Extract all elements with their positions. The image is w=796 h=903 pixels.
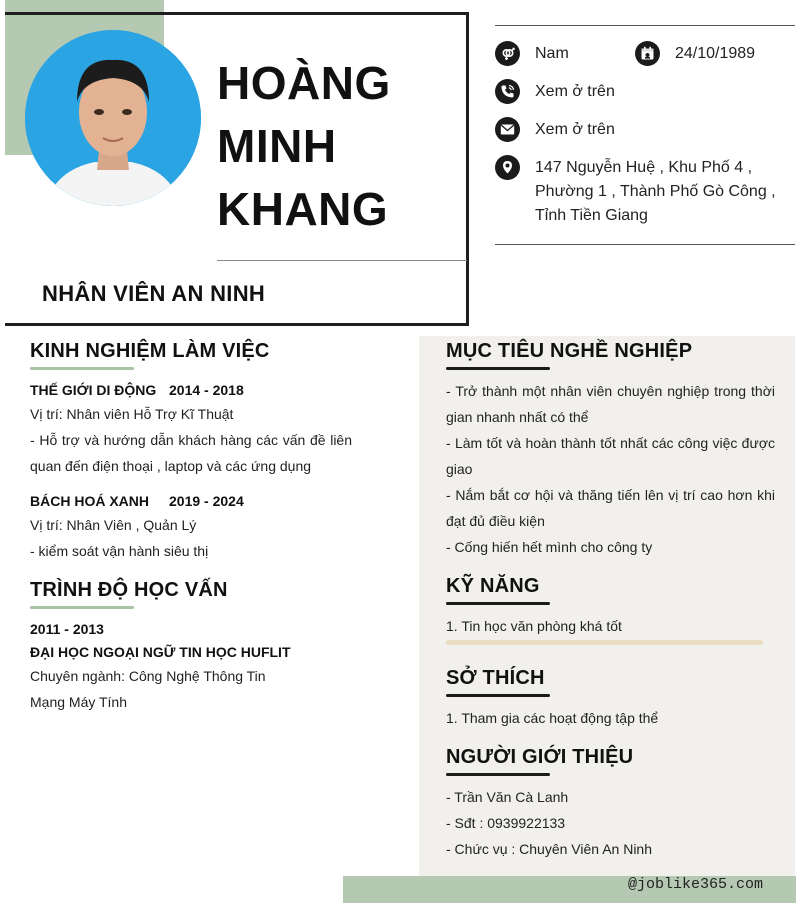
skill-level-bar <box>446 640 763 645</box>
objective-heading: MỤC TIÊU NGHỀ NGHIỆP <box>446 340 693 362</box>
calendar-icon <box>635 41 660 66</box>
job-2-position: Vị trí: Nhân Viên , Quản Lý <box>30 517 197 533</box>
hobbies-heading: SỞ THÍCH <box>446 667 545 689</box>
name-line-2: MINH <box>217 120 337 172</box>
education-heading: TRÌNH ĐỘ HỌC VẤN <box>30 579 228 601</box>
reference-item: - Sđt : 0939922133 <box>446 815 566 831</box>
experience-underline <box>30 367 134 370</box>
experience-heading: KINH NGHIỆM LÀM VIỆC <box>30 340 270 362</box>
birthdate-value: 24/10/1989 <box>675 45 756 62</box>
watermark: @joblike365.com <box>628 876 764 893</box>
objective-item: - Cống hiến hết mình cho công ty <box>446 539 653 555</box>
skills-underline <box>446 602 550 605</box>
location-icon <box>495 155 520 180</box>
job-title: NHÂN VIÊN AN NINH <box>42 281 266 306</box>
skills-heading: KỸ NĂNG <box>446 575 540 597</box>
education-underline <box>30 606 134 609</box>
education-school: ĐẠI HỌC NGOẠI NGỮ TIN HỌC HUFLIT <box>30 644 291 660</box>
reference-item: - Trần Văn Cà Lanh <box>446 789 569 805</box>
objective-item: - Nắm bắt cơ hội và thăng tiến lên vị trí cao hơn khi đạt đủ điều kiện <box>446 487 775 529</box>
education-major: Chuyên ngành: Công Nghệ Thông Tin <box>30 668 266 684</box>
email-icon <box>495 117 520 142</box>
address-value: 147 Nguyễn Huệ , Khu Phố 4 , Phường 1 , Thành Phố Gò Công , Tỉnh Tiền Giang <box>535 159 776 224</box>
job-1-period: 2014 - 2018 <box>169 382 244 398</box>
skill-item: 1. Tin học văn phòng khá tốt <box>446 618 622 634</box>
objective-underline <box>446 367 550 370</box>
name-line-1: HOÀNG <box>217 57 391 109</box>
phone-icon <box>495 79 520 104</box>
hobby-item: 1. Tham gia các hoạt động tập thể <box>446 710 659 726</box>
job-2-company: BÁCH HOÁ XANH <box>30 493 149 509</box>
objective-item: - Trở thành một nhân viên chuyên nghiệp trong thời gian nhanh nhất có thể <box>446 383 775 425</box>
gender-value: Nam <box>535 45 569 62</box>
references-underline <box>446 773 550 776</box>
hobbies-underline <box>446 694 550 697</box>
phone-value: Xem ở trên <box>535 83 615 100</box>
profile-photo <box>25 30 201 206</box>
references-heading: NGƯỜI GIỚI THIỆU <box>446 746 634 768</box>
education-period: 2011 - 2013 <box>30 621 104 637</box>
gender-icon <box>495 41 520 66</box>
job-1-position: Vị trí: Nhân viên Hỗ Trợ Kĩ Thuật <box>30 406 234 422</box>
job-1-description: - Hỗ trợ và hướng dẫn khách hàng các vấn đề liên quan đến điện thoại , laptop và các ứng dụng <box>30 432 352 474</box>
info-top-divider <box>495 25 795 26</box>
job-2-period: 2019 - 2024 <box>169 493 244 509</box>
person-silhouette <box>25 30 201 206</box>
info-bottom-divider <box>495 244 795 245</box>
email-value: Xem ở trên <box>535 121 615 138</box>
name-line-3: KHANG <box>217 183 389 235</box>
name-divider <box>217 260 467 261</box>
education-specialization: Mạng Máy Tính <box>30 694 128 710</box>
job-1-company: THẾ GIỚI DI ĐỘNG <box>30 382 157 398</box>
job-2-description: - kiểm soát vận hành siêu thị <box>30 543 209 559</box>
reference-item: - Chức vụ : Chuyên Viên An Ninh <box>446 841 653 857</box>
objective-item: - Làm tốt và hoàn thành tốt nhất các công việc được giao <box>446 435 775 477</box>
